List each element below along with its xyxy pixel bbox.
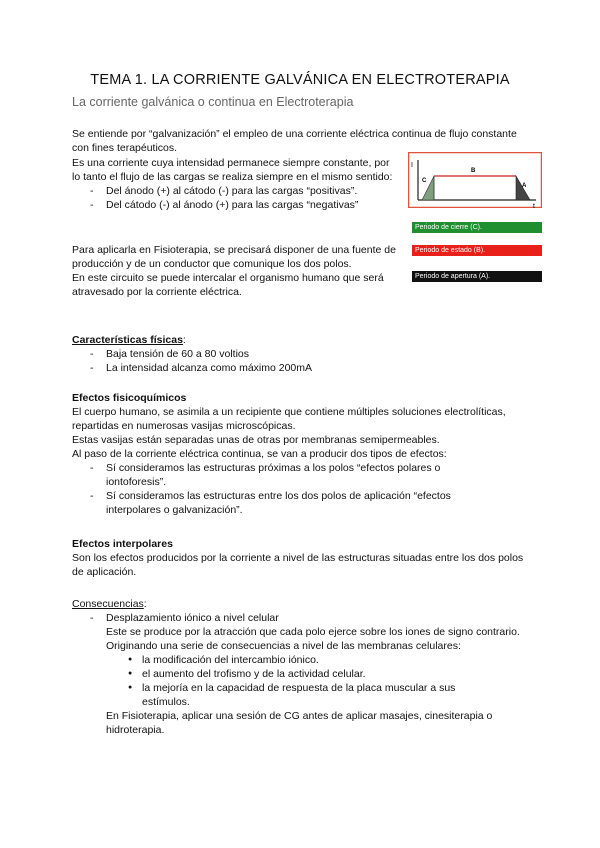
consequences-paragraph-3: En Fisioterapia, aplicar una sesión de CG antes de aplicar masajes, cinesiterapia o hidroterapia. — [106, 710, 493, 736]
list-item: ● el aumento del trofismo y de la actividad celular. — [72, 667, 492, 681]
list-item: ● la modificación del intercambio iónico. — [72, 653, 492, 667]
physchem-heading: Efectos fisicoquímicos — [72, 392, 187, 404]
list-item: - Sí consideramos las estructuras entre los dos polos de aplicación “efectos interpolares o galvanización”. — [72, 489, 502, 517]
physical-heading: Características físicas — [72, 334, 183, 346]
label-c: C — [422, 178, 427, 184]
consequences-heading: Consecuencias — [72, 598, 144, 610]
consequences-section — [72, 597, 532, 737]
intro-section — [72, 156, 397, 212]
axis-i-label: I — [411, 162, 413, 169]
legend-closing: Periodo de cierre (C). — [412, 222, 542, 233]
intro-paragraph-1: Se entiende por “galvanización” el empleo de una corriente eléctrica continua de flujo constante con fines terapéuticos. — [72, 128, 517, 154]
axis-t-label: t — [533, 203, 535, 208]
physchem-paragraph-3: Al paso de la corriente eléctrica continua, se van a producir dos tipos de efectos: — [72, 448, 447, 460]
consequences-list — [72, 611, 532, 625]
list-item: - Del ánodo (+) al cátodo (-) para las cargas “positivas”. — [72, 184, 397, 198]
legend-opening: Periodo de apertura (A). — [412, 271, 542, 282]
charge-direction-list — [72, 184, 397, 212]
physical-list — [72, 347, 532, 375]
physical-section — [72, 333, 532, 375]
intro-section-2 — [72, 243, 397, 299]
physchem-paragraph-2: Estas vasijas están separadas unas de otras por membranas semipermeables. — [72, 434, 440, 446]
physchem-list — [72, 461, 502, 517]
interpolar-paragraph: Son los efectos producidos por la corriente a nivel de las estructuras situadas entre los dos polos de aplicación. — [72, 552, 524, 578]
legend-steady: Periodo de estado (B). — [412, 245, 542, 256]
list-item: - Desplazamiento iónico a nivel celular — [72, 611, 532, 625]
list-item: - La intensidad alcanza como máximo 200mA — [72, 361, 532, 375]
consequences-paragraph-2: Originando una serie de consecuencias a nivel de las membranas celulares: — [106, 640, 461, 652]
label-a: A — [522, 183, 527, 189]
galvanic-current-diagram — [408, 152, 542, 208]
label-b: B — [471, 168, 476, 174]
list-item: ● la mejoría en la capacidad de respuesta de la placa muscular a sus estímulos. — [72, 681, 492, 709]
page-title: TEMA 1. LA CORRIENTE GALVÁNICA EN ELECTROTERAPIA — [90, 72, 510, 88]
page-subtitle: La corriente galvánica o continua en Electroterapia — [72, 95, 354, 109]
list-item: - Del cátodo (-) al ánodo (+) para las cargas “negativas” — [72, 198, 397, 212]
physchem-section — [72, 391, 532, 517]
interpolar-heading: Efectos interpolares — [72, 538, 173, 550]
physchem-paragraph-1: El cuerpo humano, se asimila a un recipiente que contiene múltiples soluciones electrolíticas, repartidas en numerosas vasijas microscópicas. — [72, 406, 506, 432]
list-item: - Sí consideramos las estructuras próximas a los polos “efectos polares o iontoforesis”. — [72, 461, 502, 489]
consequences-bullets — [72, 653, 492, 709]
list-item: - Baja tensión de 60 a 80 voltios — [72, 347, 532, 361]
intro-paragraph-2: Es una corriente cuya intensidad permanece siempre constante, por lo tanto el flujo de las cargas se realiza siempre en el mismo sentido: — [72, 157, 393, 183]
consequences-paragraph-1: Este se produce por la atracción que cada polo ejerce sobre los iones de signo contrario. — [106, 626, 520, 638]
physical-colon: : — [182, 334, 186, 346]
interpolar-section — [72, 537, 532, 579]
consequences-colon: : — [143, 598, 147, 610]
intro-paragraph-4: En este circuito se puede intercalar el organismo humano que será atravesado por la corriente eléctrica. — [72, 272, 384, 298]
intro-paragraph-3: Para aplicarla en Fisioterapia, se precisará disponer de una fuente de producción y de un conductor que comunique los dos polos. — [72, 244, 396, 270]
